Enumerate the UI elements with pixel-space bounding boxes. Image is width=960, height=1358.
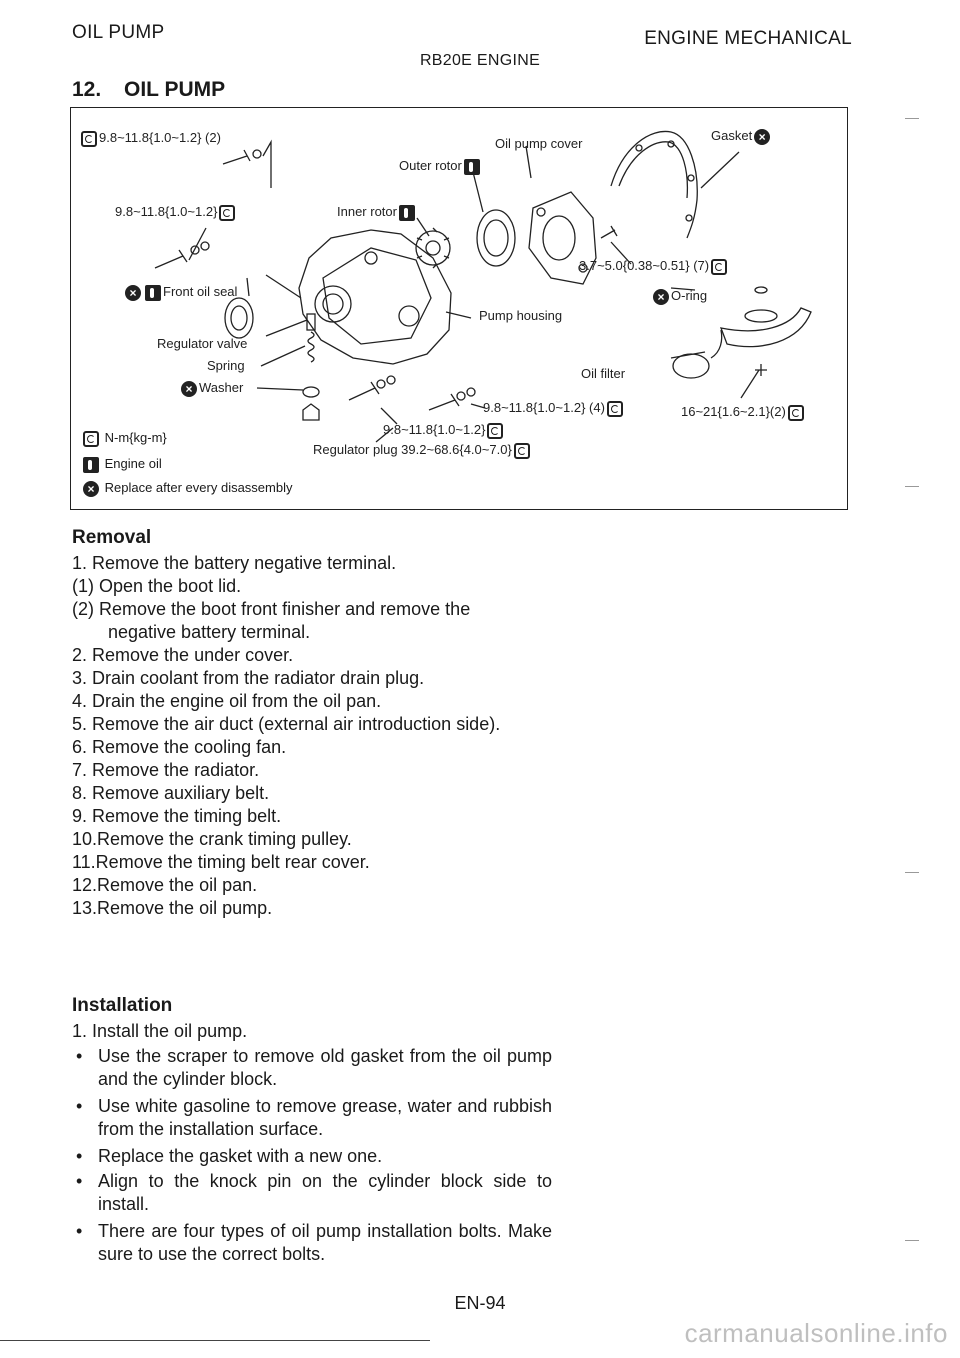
section-title bbox=[72, 78, 225, 102]
installation-title: Installation bbox=[72, 995, 173, 1016]
install-bullet: • Replace the gasket with a new one. bbox=[76, 1146, 383, 1166]
torque-icon bbox=[514, 443, 530, 459]
removal-step: 4. Drain the engine oil from the oil pan. bbox=[72, 691, 382, 711]
label-gasket: Gasket × bbox=[711, 128, 772, 145]
install-bullet: • Align to the knock pin on the cylinder block side to install. bbox=[76, 1171, 552, 1214]
engine-oil-icon bbox=[399, 205, 415, 221]
replace-icon: × bbox=[83, 481, 99, 497]
torque-icon bbox=[607, 401, 623, 417]
inner-rotor-shape bbox=[416, 228, 450, 268]
replace-icon: × bbox=[181, 381, 197, 397]
removal-step: 1. Remove the battery negative terminal. bbox=[72, 553, 397, 573]
removal-section bbox=[72, 526, 572, 549]
bullet-dot-icon: • bbox=[76, 1046, 83, 1066]
torque-icon bbox=[83, 431, 99, 447]
section-number: 12. bbox=[72, 78, 102, 101]
torque-icon bbox=[487, 423, 503, 439]
label-torque-bottom-b: 9.8~11.8{1.0~1.2} bbox=[383, 422, 505, 439]
replace-icon: × bbox=[754, 129, 770, 145]
torque-icon bbox=[711, 259, 727, 275]
removal-step: 6. Remove the cooling fan. bbox=[72, 737, 287, 757]
section-title-text: OIL PUMP bbox=[124, 78, 226, 101]
label-pump-housing: Pump housing bbox=[479, 308, 563, 323]
margin-mark bbox=[905, 872, 919, 873]
label-inner-rotor: Inner rotor bbox=[337, 204, 417, 221]
label-oil-filter: Oil filter bbox=[581, 366, 626, 381]
removal-step: 11.Remove the timing belt rear cover. bbox=[72, 852, 370, 872]
legend-replace: × Replace after every disassembly bbox=[81, 480, 292, 497]
removal-step: (2) Remove the boot front finisher and remove the bbox=[72, 599, 471, 619]
header-right: ENGINE MECHANICAL bbox=[644, 28, 852, 49]
label-regulator-plug: Regulator plug 39.2~68.6{4.0~7.0} bbox=[313, 442, 532, 459]
removal-step: (1) Open the boot lid. bbox=[72, 576, 242, 596]
removal-title: Removal bbox=[72, 527, 152, 548]
removal-step: 13.Remove the oil pump. bbox=[72, 898, 273, 918]
outer-rotor-shape bbox=[477, 210, 515, 266]
label-torque-top: 9.8~11.8{1.0~1.2} (2) bbox=[79, 130, 221, 147]
bullet-dot-icon: • bbox=[76, 1221, 83, 1241]
removal-step: negative battery terminal. bbox=[108, 622, 311, 642]
spring-shape bbox=[308, 332, 314, 362]
label-outer-rotor: Outer rotor bbox=[399, 158, 482, 175]
label-torque-cover: 3.7~5.0{0.38~0.51} (7) bbox=[579, 258, 729, 275]
label-torque-left: 9.8~11.8{1.0~1.2} bbox=[115, 204, 237, 221]
torque-icon bbox=[81, 131, 97, 147]
legend-unit: N-m{kg-m} bbox=[81, 430, 167, 447]
engine-oil-icon bbox=[83, 457, 99, 473]
legend-engine-oil: Engine oil bbox=[81, 456, 162, 473]
margin-mark bbox=[905, 1240, 919, 1241]
label-torque-filter: 16~21{1.6~2.1}(2) bbox=[681, 404, 806, 421]
footer-rule bbox=[0, 1340, 430, 1341]
removal-step: 7. Remove the radiator. bbox=[72, 760, 260, 780]
label-oil-pump-cover: Oil pump cover bbox=[495, 136, 583, 151]
label-regulator-valve: Regulator valve bbox=[157, 336, 248, 351]
oil-pump-diagram bbox=[70, 107, 848, 510]
replace-icon: × bbox=[125, 285, 141, 301]
margin-mark bbox=[905, 486, 919, 487]
header-center: RB20E ENGINE bbox=[419, 52, 541, 69]
installation-steps bbox=[72, 1020, 552, 1266]
header-left: OIL PUMP bbox=[72, 22, 165, 43]
install-bullet: • Use the scraper to remove old gasket from the oil pump and the cylinder block. bbox=[76, 1046, 552, 1089]
page-number: EN-94 bbox=[454, 1293, 506, 1313]
removal-step: 3. Drain coolant from the radiator drain plug. bbox=[72, 668, 425, 688]
label-front-oil-seal: × Front oil seal bbox=[123, 284, 237, 301]
install-bullet: • Use white gasoline to remove grease, water and rubbish from the installation surface. bbox=[76, 1096, 552, 1139]
front-oil-seal-shape bbox=[225, 298, 253, 338]
removal-step: 10.Remove the crank timing pulley. bbox=[72, 829, 352, 849]
label-o-ring: × O-ring bbox=[651, 288, 707, 305]
bullet-dot-icon: • bbox=[76, 1146, 83, 1166]
torque-icon bbox=[219, 205, 235, 221]
label-torque-bottom-a: 9.8~11.8{1.0~1.2} (4) bbox=[483, 400, 625, 417]
removal-step: 2. Remove the under cover. bbox=[72, 645, 294, 665]
removal-step: 5. Remove the air duct (external air introduction side). bbox=[72, 714, 501, 734]
watermark: carmanualsonline.info bbox=[684, 1318, 948, 1348]
engine-oil-icon bbox=[464, 159, 480, 175]
installation-step-1: 1. Install the oil pump. bbox=[72, 1021, 248, 1041]
label-spring: Spring bbox=[207, 358, 245, 373]
install-bullet: • There are four types of oil pump installation bolts. Make sure to use the correct bolts. bbox=[76, 1221, 552, 1264]
margin-mark bbox=[905, 118, 919, 119]
removal-step: 8. Remove auxiliary belt. bbox=[72, 783, 270, 803]
replace-icon: × bbox=[653, 289, 669, 305]
label-washer: × Washer bbox=[179, 380, 243, 397]
installation-section bbox=[72, 994, 572, 1017]
engine-oil-icon bbox=[145, 285, 161, 301]
gasket-shape bbox=[611, 131, 697, 238]
bullet-dot-icon: • bbox=[76, 1171, 83, 1191]
bullet-dot-icon: • bbox=[76, 1096, 83, 1116]
torque-icon bbox=[788, 405, 804, 421]
pump-housing-shape bbox=[299, 230, 451, 364]
removal-step: 12.Remove the oil pan. bbox=[72, 875, 258, 895]
removal-step: 9. Remove the timing belt. bbox=[72, 806, 282, 826]
